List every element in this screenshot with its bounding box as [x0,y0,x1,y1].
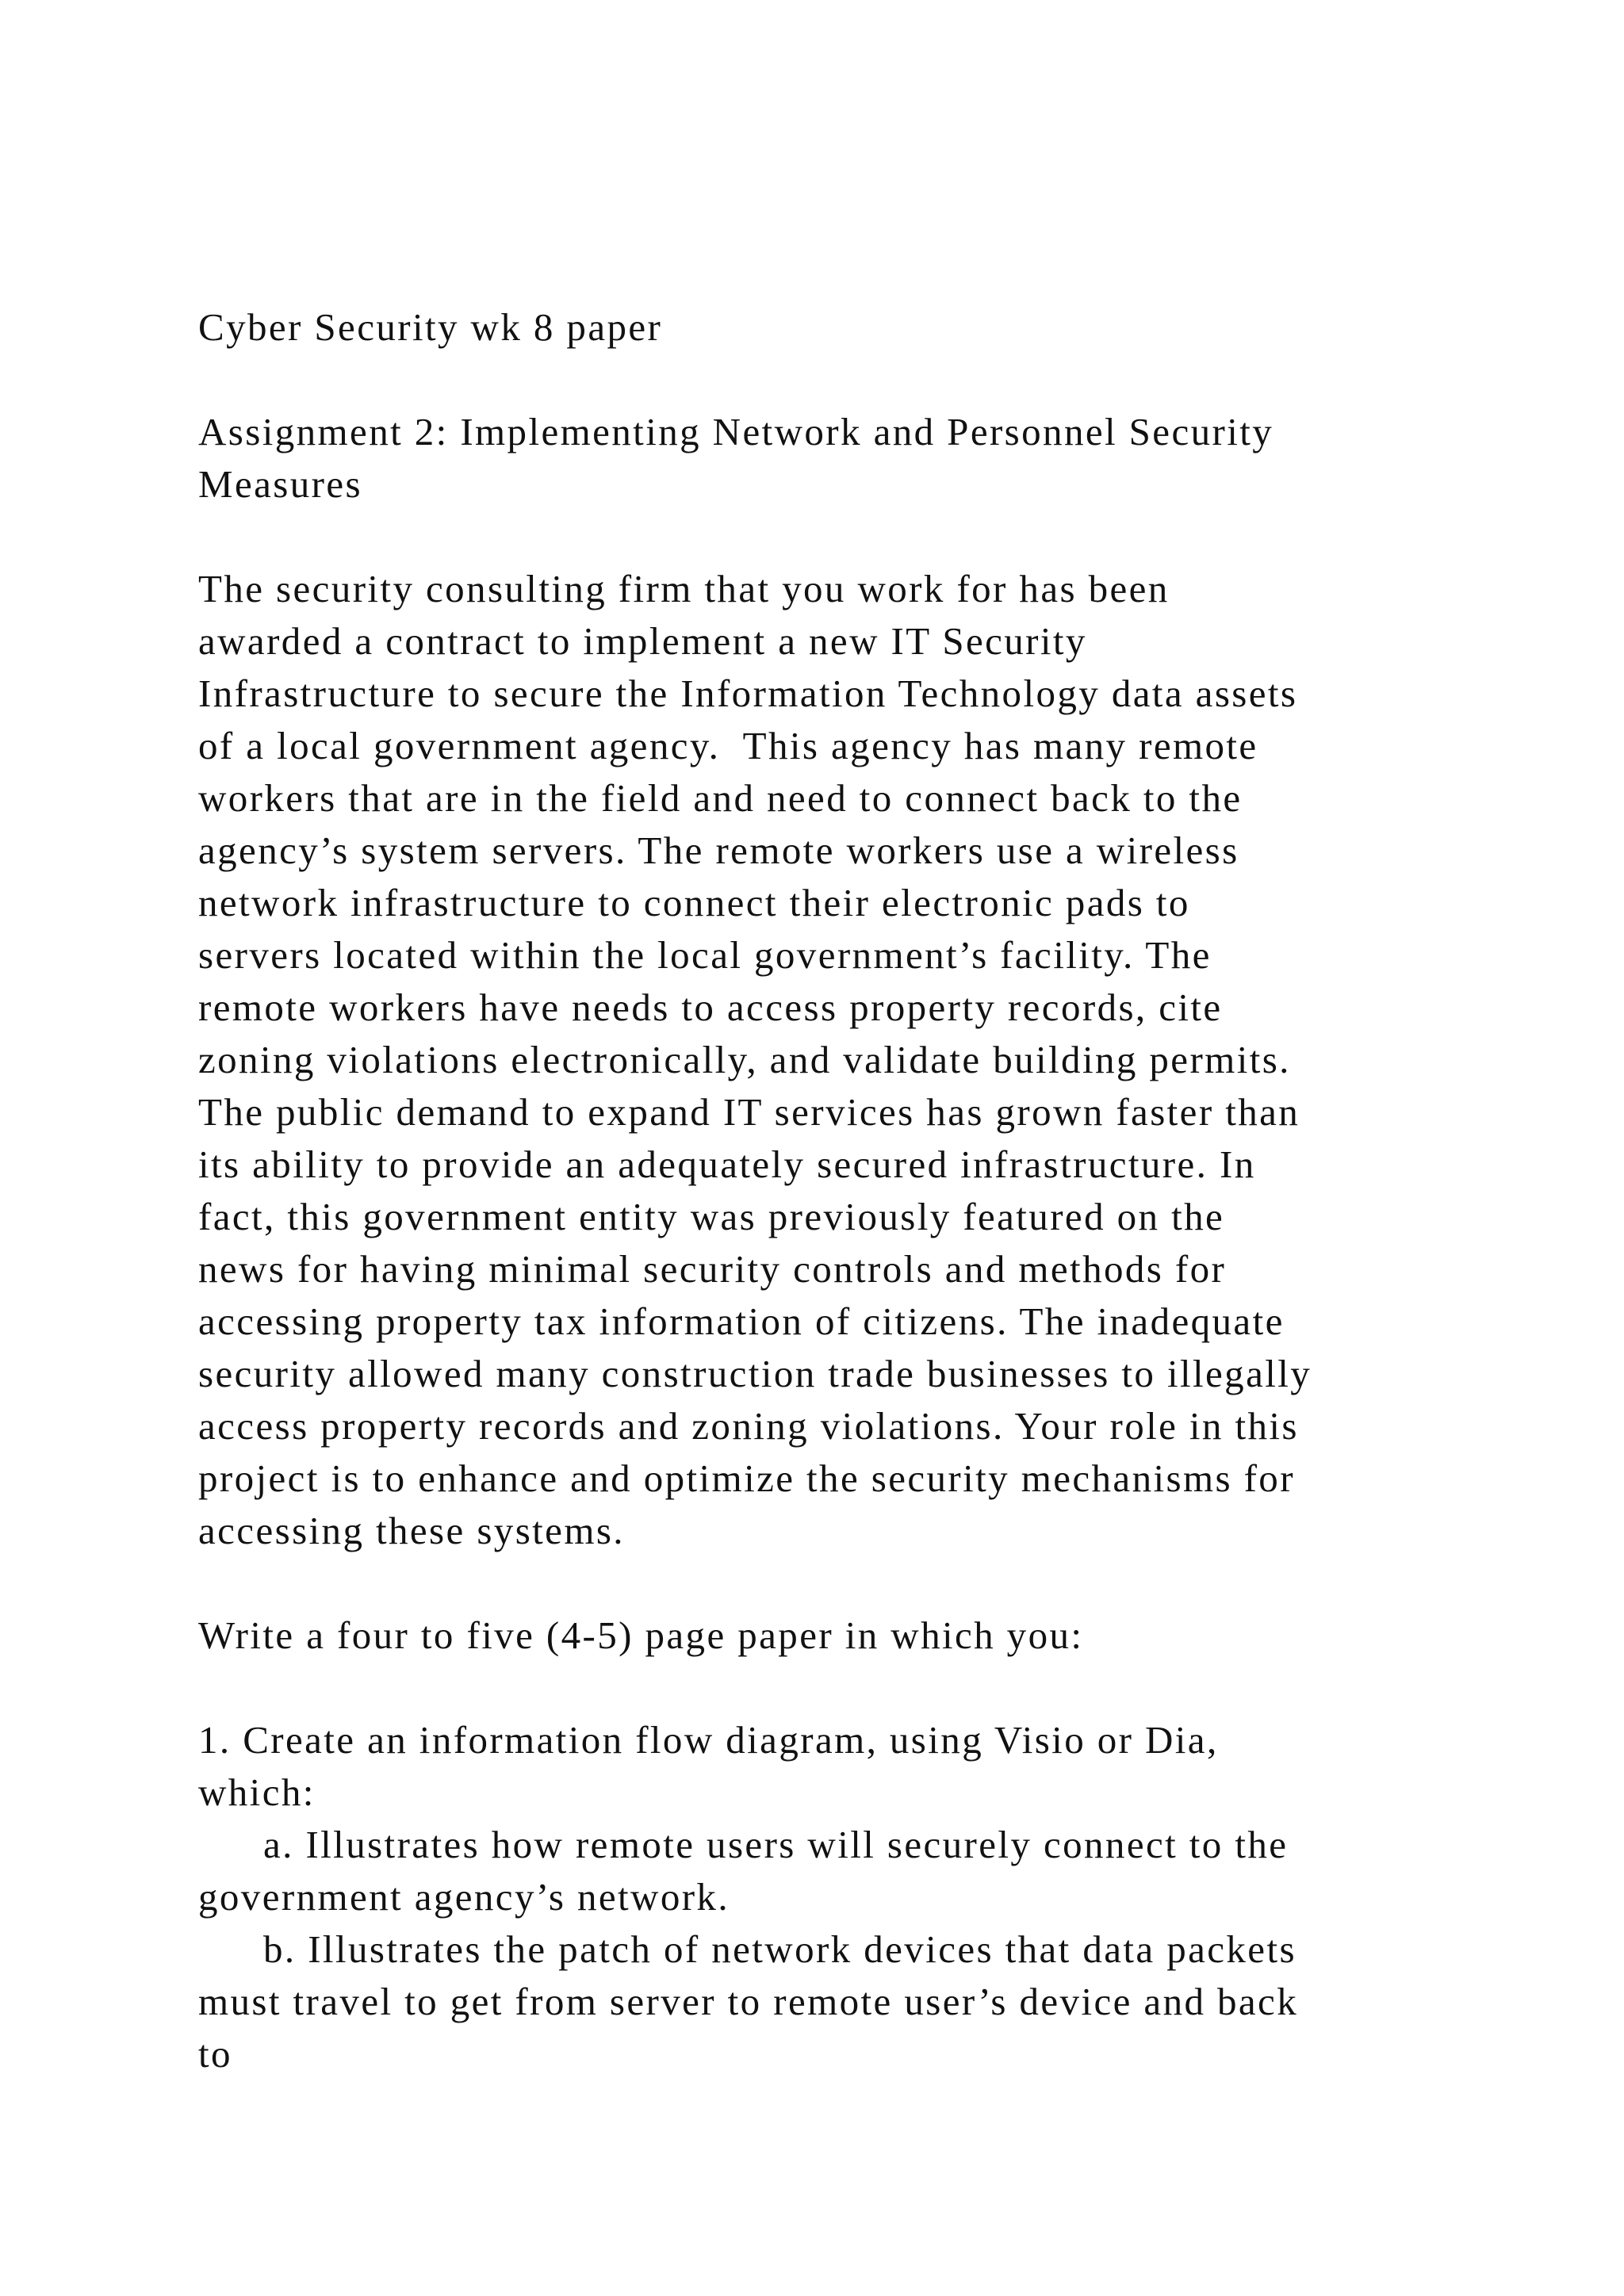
paragraph-line: servers located within the local government’s facility. The [198,933,1212,977]
paragraph-line: zoning violations electronically, and validate building permits. [198,1038,1291,1081]
document-title: Cyber Security wk 8 paper [198,305,663,349]
paragraph-line: project is to enhance and optimize the security mechanisms for [198,1456,1295,1500]
spacer [198,511,1483,563]
subitem-line: government agency’s network. [198,1875,730,1919]
subitem-line: must travel to get from server to remote user’s device and back [198,1980,1299,2023]
paragraph-line: awarded a contract to implement a new IT Security [198,619,1087,663]
spacer [198,354,1483,406]
paragraph-line: fact, this government entity was previously featured on the [198,1195,1225,1238]
paragraph-line: news for having minimal security controls and methods for [198,1247,1227,1291]
subitem-line: b. Illustrates the patch of network devices that data packets [263,1927,1297,1971]
scenario-paragraph [198,563,1483,1557]
paragraph-line: accessing property tax information of citizens. The inadequate [198,1299,1285,1343]
paragraph-line: The security consulting firm that you work for has been [198,567,1170,610]
item-line: 1. Create an information flow diagram, using Visio or Dia, [198,1718,1219,1762]
spacer [198,1662,1483,1714]
assignment-heading-line: Measures [198,462,362,506]
requirement-item-1 [198,1714,1483,1819]
paragraph-line: The public demand to expand IT services has grown faster than [198,1090,1300,1134]
instruction-line: Write a four to five (4-5) page paper in which you: [198,1613,1084,1657]
assignment-heading-line: Assignment 2: Implementing Network and Personnel Security [198,410,1274,453]
paragraph-line: workers that are in the field and need to connect back to the [198,776,1243,820]
requirement-item-1a [198,1819,1483,1923]
paragraph-line: agency’s system servers. The remote workers use a wireless [198,828,1239,872]
subitem-line: a. Illustrates how remote users will securely connect to the [263,1823,1289,1866]
paragraph-line: access property records and zoning violations. Your role in this [198,1404,1299,1448]
requirement-item-1b [198,1923,1483,2080]
item-line: which: [198,1770,316,1814]
subitem-line: to [198,2032,232,2076]
paragraph-line: remote workers have needs to access property records, cite [198,985,1223,1029]
paragraph-line: of a local government agency. This agency has many remote [198,724,1258,767]
paragraph-line: security allowed many construction trade businesses to illegally [198,1352,1312,1395]
paragraph-line: network infrastructure to connect their electronic pads to [198,881,1190,924]
paragraph-line: its ability to provide an adequately secured infrastructure. In [198,1142,1256,1186]
paragraph-line: accessing these systems. [198,1509,625,1552]
spacer [198,1557,1483,1609]
document-body [198,301,1483,2080]
paragraph-line: Infrastructure to secure the Information Technology data assets [198,672,1298,715]
